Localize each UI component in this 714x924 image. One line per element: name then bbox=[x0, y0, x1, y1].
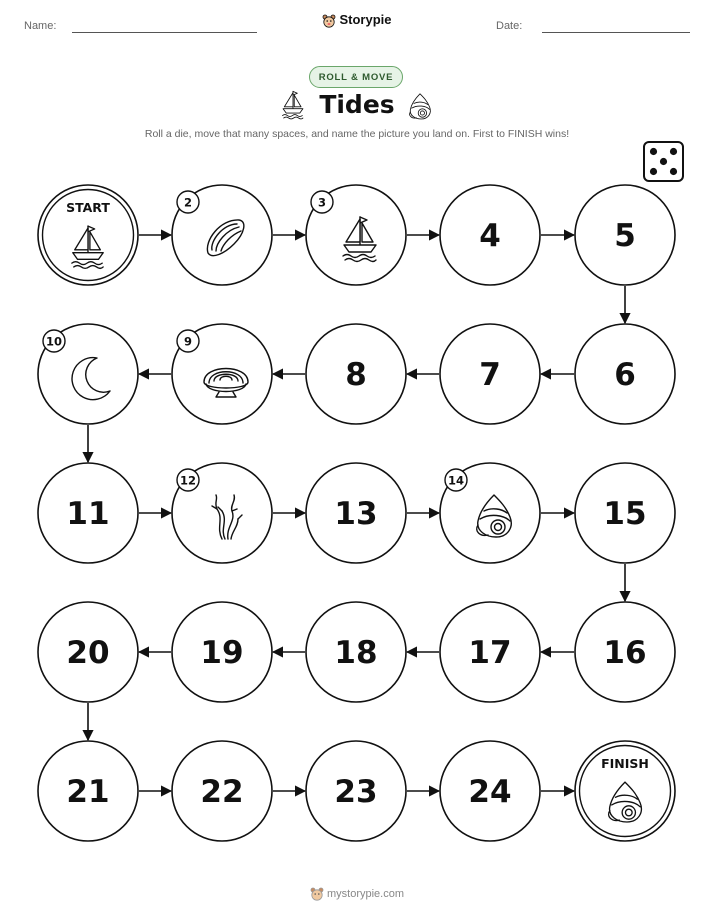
board-space bbox=[440, 463, 540, 563]
space-number: 24 bbox=[468, 774, 512, 810]
board-space bbox=[575, 463, 675, 563]
board-space bbox=[440, 741, 540, 841]
space-number: 22 bbox=[200, 774, 244, 810]
space-number: 23 bbox=[334, 774, 378, 810]
start-space bbox=[38, 185, 138, 285]
space-number: 4 bbox=[479, 218, 501, 254]
space-number: 6 bbox=[614, 357, 636, 393]
space-number: 21 bbox=[66, 774, 110, 810]
space-number: 18 bbox=[334, 635, 378, 671]
footer-url: mystorypie.com bbox=[326, 887, 405, 900]
footer bbox=[0, 887, 714, 901]
board-space bbox=[440, 324, 540, 424]
finish-space bbox=[575, 741, 675, 841]
board-space bbox=[172, 324, 272, 424]
space-number: 13 bbox=[334, 496, 378, 532]
space-number: 20 bbox=[66, 635, 110, 671]
space-number: 19 bbox=[200, 635, 244, 671]
date-label: Date: bbox=[496, 20, 523, 32]
board-space bbox=[306, 185, 406, 285]
space-number: 5 bbox=[614, 218, 636, 254]
space-number: 11 bbox=[66, 496, 110, 532]
bear-logo-icon bbox=[310, 887, 324, 901]
space-number: 9 bbox=[183, 334, 193, 349]
space-label: START bbox=[66, 200, 110, 215]
board-space bbox=[575, 602, 675, 702]
space-number: 16 bbox=[603, 635, 647, 671]
space-number: 2 bbox=[183, 195, 193, 210]
space-number: 10 bbox=[45, 334, 63, 349]
board-space bbox=[306, 463, 406, 563]
space-number: 3 bbox=[317, 195, 327, 210]
instructions: Roll a die, move that many spaces, and name the picture you land on. First to FINISH wins! bbox=[144, 128, 570, 140]
name-label: Name: bbox=[24, 20, 57, 32]
board-space bbox=[306, 602, 406, 702]
space-number: 8 bbox=[345, 357, 367, 393]
board-space bbox=[440, 602, 540, 702]
board-space bbox=[38, 741, 138, 841]
board-space bbox=[440, 185, 540, 285]
die-icon bbox=[644, 142, 683, 181]
brand-name: Storypie bbox=[339, 12, 392, 27]
board-space bbox=[38, 324, 138, 424]
board-space bbox=[306, 324, 406, 424]
board-space bbox=[575, 185, 675, 285]
space-number: 15 bbox=[603, 496, 647, 532]
board-space bbox=[575, 324, 675, 424]
board-space bbox=[172, 602, 272, 702]
space-number: 14 bbox=[447, 473, 465, 488]
board-space bbox=[172, 185, 272, 285]
board-space bbox=[38, 602, 138, 702]
board-space bbox=[172, 741, 272, 841]
board-space bbox=[172, 463, 272, 563]
board-space bbox=[38, 463, 138, 563]
space-label: FINISH bbox=[601, 756, 649, 771]
page-title: Tides bbox=[319, 90, 395, 119]
space-number: 12 bbox=[179, 473, 197, 488]
board-space bbox=[306, 741, 406, 841]
roll-and-move-badge: ROLL & MOVE bbox=[309, 66, 403, 88]
space-number: 7 bbox=[479, 357, 501, 393]
space-number: 17 bbox=[468, 635, 512, 671]
